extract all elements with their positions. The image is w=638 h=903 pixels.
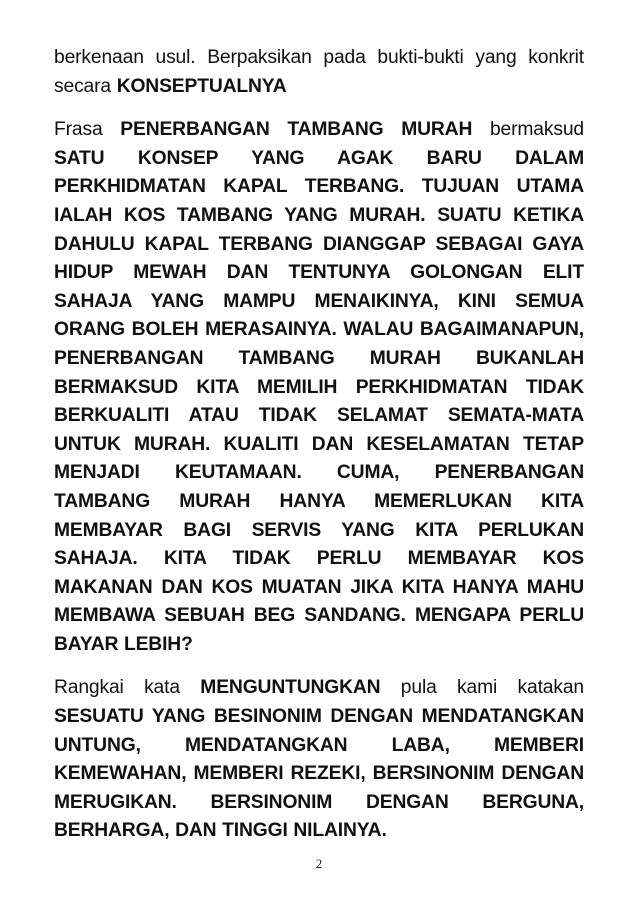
document-body	[54, 44, 584, 846]
paragraph-2-connector: bermaksud	[472, 119, 584, 141]
paragraph-2	[54, 116, 584, 659]
paragraph-3-bold-term: MENGUNTUNGKAN	[200, 677, 381, 699]
paragraph-3-bold-body: SESUATU YANG BESINONIM DENGAN MENDATANGKAN UNTUNG, MENDATANGKAN LABA, MEMBERI KEMEWAHAN, MEMBERI REZEKI, BERSINONIM DENGAN MERUGIKAN. BERSINONIM DENGAN BERGUNA, BERHARGA, DAN TINGGI NILAINYA.	[54, 706, 584, 842]
paragraph-3	[54, 674, 584, 846]
paragraph-2-intro: Frasa	[54, 119, 121, 141]
paragraph-3-connector: pula kami katakan	[380, 677, 584, 699]
paragraph-1-bold-term: KONSEPTUALNYA	[116, 75, 287, 97]
paragraph-2-bold-body: SATU KONSEP YANG AGAK BARU DALAM PERKHIDMATAN KAPAL TERBANG. TUJUAN UTAMA IALAH KOS TAMBANG YANG MURAH. SUATU KETIKA DAHULU KAPAL TERBANG DIANGGAP SEBAGAI GAYA HIDUP MEWAH DAN TENTUNYA GOLONGAN ELIT SAHAJA YANG MAMPU MENAIKINYA, KINI SEMUA ORANG BOLEH MERASAINYA. WALAU BAGAIMANAPUN, PENERBANGAN TAMBANG MURAH BUKANLAH BERMAKSUD KITA MEMILIH PERKHIDMATAN TIDAK BERKUALITI ATAU TIDAK SELAMAT SEMATA-MATA UNTUK MURAH. KUALITI DAN KESELAMATAN TETAP MENJADI KEUTAMAAN. CUMA, PENERBANGAN TAMBANG MURAH HANYA MEMERLUKAN KITA MEMBAYAR BAGI SERVIS YANG KITA PERLUKAN SAHAJA. KITA TIDAK PERLU MEMBAYAR KOS MAKANAN DAN KOS MUATAN JIKA KITA HANYA MAHU MEMBAWA SEBUAH BEG SANDANG. MENGAPA PERLU BAYAR LEBIH?	[54, 147, 584, 655]
paragraph-3-intro: Rangkai kata	[54, 677, 201, 699]
paragraph-1-text: berkenaan usul. Berpaksikan pada bukti-bukti yang konkrit secara	[54, 47, 584, 97]
paragraph-2-bold-term: PENERBANGAN TAMBANG MURAH	[120, 119, 473, 141]
page-number: 2	[315, 856, 323, 871]
paragraph-1	[54, 44, 584, 101]
